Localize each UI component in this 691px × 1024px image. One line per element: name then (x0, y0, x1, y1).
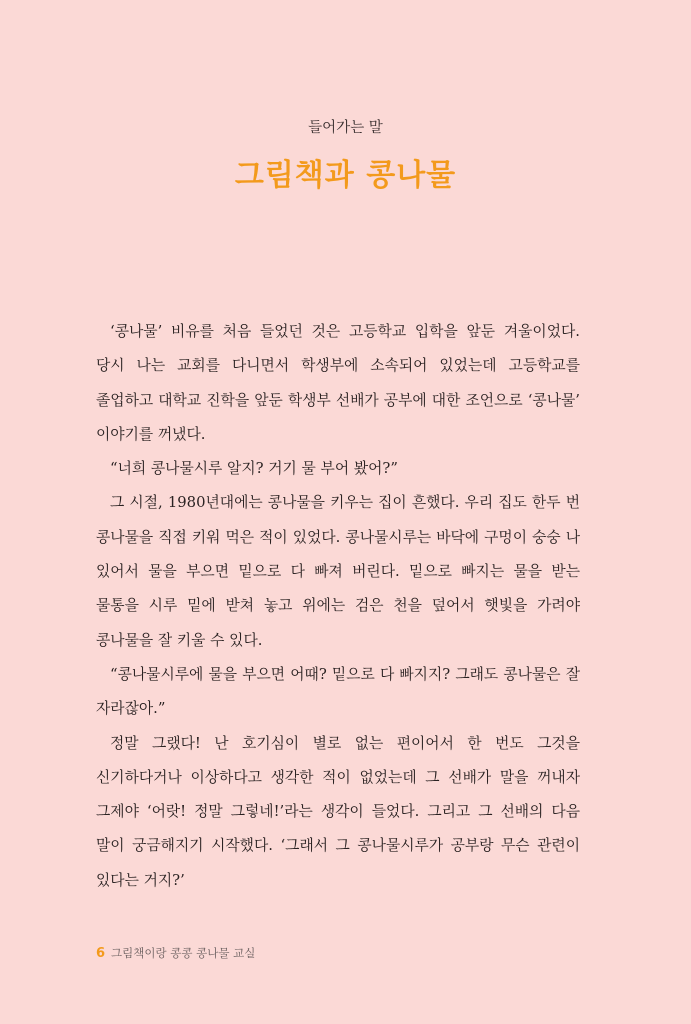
section-subtitle: 들어가는 말 (308, 120, 383, 136)
paragraph: ‘콩나물’ 비유를 처음 들었던 것은 고등학교 입학을 앞둔 겨울이었다. 당시 나는 교회를 다니면서 학생부에 소속되어 있었는데 고등학교를 졸업하고 대학교 진학을 앞둔 학생부 선배가 공부에 대한 조언으로 ‘콩나물’ 이야기를 꺼냈다. (96, 323, 580, 443)
chapter-title: 그림책과 콩나물 (234, 158, 457, 193)
paragraph: 그 시절, 1980년대에는 콩나물을 키우는 집이 흔했다. 우리 집도 한두 번 콩나물을 직접 키워 먹은 적이 있었다. 콩나물시루는 바닥에 구멍이 숭숭 나 있어서 물을 부으면 밑으로 다 빠져 버린다. 밑으로 빠지는 물을 받는 물통을 시루 밑에 받쳐 놓고 위에는 검은 천을 덮어서 햇빛을 가려야 콩나물을 잘 키울 수 있다. (96, 494, 580, 649)
body-text (96, 315, 580, 898)
page-number: 6 (96, 946, 106, 961)
running-title: 그림책이랑 콩콩 콩나물 교실 (111, 946, 256, 960)
paragraph: “콩나물시루에 물을 부으면 어때? 밑으로 다 빠지지? 그래도 콩나물은 잘 자라잖아.” (96, 665, 580, 718)
paragraph: “너희 콩나물시루 알지? 거기 물 부어 봤어?” (110, 460, 398, 478)
page-footer (96, 945, 255, 961)
paragraph: 정말 그랬다! 난 호기심이 별로 없는 편이어서 한 번도 그것을 신기하다거나 이상하다고 생각한 적이 없었는데 그 선배가 말을 꺼내자 그제야 ‘어랏! 정말 그렇네!’라는 생각이 들었다. 그리고 그 선배의 다음 말이 궁금해지기 시작했다. ‘그래서 그 콩나물시루가 공부랑 무슨 관련이 있다는 거지?’ (96, 734, 580, 889)
